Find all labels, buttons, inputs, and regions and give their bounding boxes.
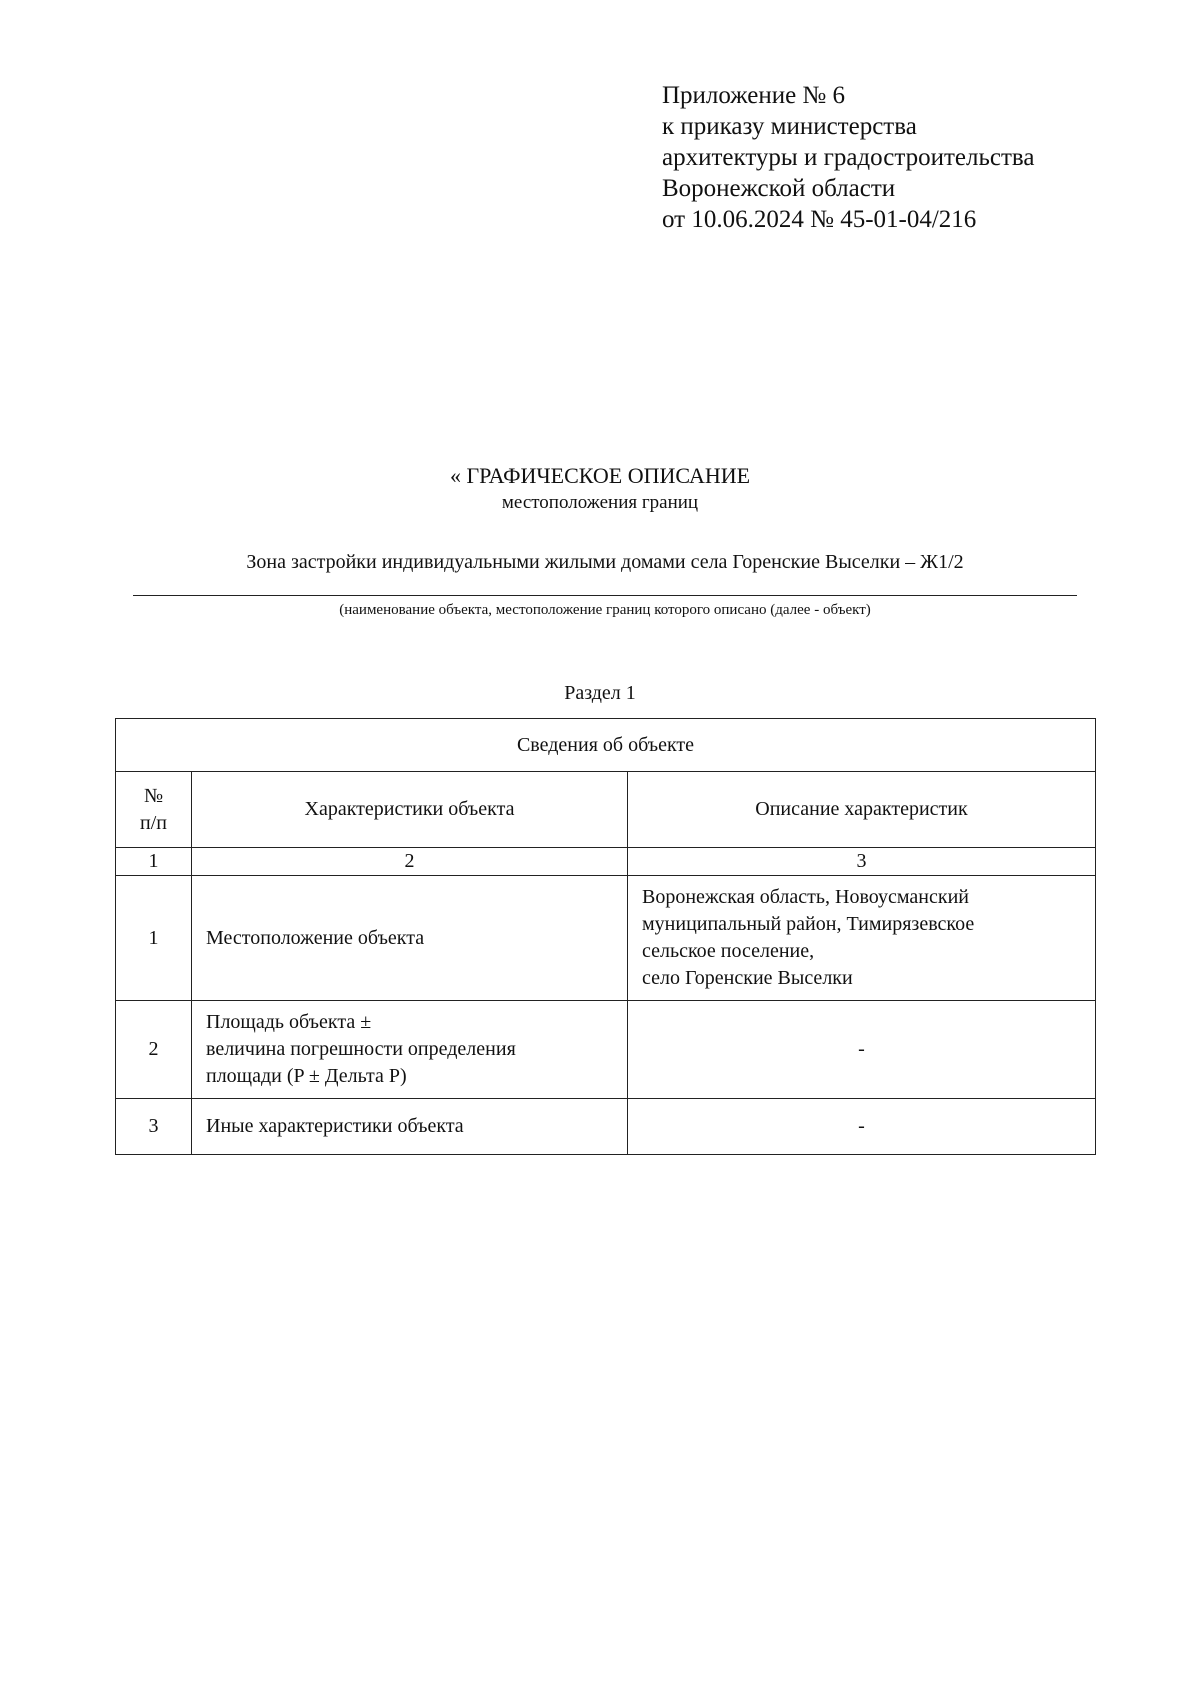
row-characteristic	[192, 1099, 628, 1155]
table-row	[116, 876, 1096, 1001]
characteristic-line: Местоположение объекта	[206, 926, 425, 949]
row-characteristic	[192, 1001, 628, 1099]
row-description	[628, 876, 1096, 1001]
row-num: 2	[116, 1001, 192, 1099]
table-row	[116, 1001, 1096, 1099]
table-row	[116, 1099, 1096, 1155]
column-number: 1	[116, 848, 192, 876]
row-description: -	[628, 1001, 1096, 1099]
table-caption-row	[116, 719, 1096, 772]
appendix-line: к приказу министерства	[662, 113, 917, 140]
header-characteristics: Характеристики объекта	[192, 772, 628, 848]
row-description: -	[628, 1099, 1096, 1155]
object-name: Зона застройки индивидуальными жилыми домами села Горенские Выселки – Ж1/2	[246, 551, 964, 573]
title-main: « ГРАФИЧЕСКОЕ ОПИСАНИЕ	[449, 463, 751, 488]
characteristic-line: Иные характеристики объекта	[206, 1115, 464, 1137]
description-line: сельское поселение,	[642, 940, 815, 962]
appendix-line: Приложение № 6	[662, 82, 846, 109]
column-number: 3	[628, 848, 1096, 876]
characteristic-line: величина погрешности определения	[206, 1038, 516, 1060]
header-num-line: п/п	[140, 811, 167, 834]
description-line: село Горенские Выселки	[642, 967, 853, 989]
header-num	[116, 772, 192, 848]
object-name-underline	[133, 595, 1077, 596]
table-header-row	[116, 772, 1096, 848]
object-name-caption: (наименование объекта, местоположение границ которого описано (далее - объект)	[339, 602, 871, 618]
header-num-line: №	[143, 784, 164, 807]
appendix-line: от 10.06.2024 № 45-01-04/216	[662, 206, 977, 233]
row-num: 1	[116, 876, 192, 1001]
document-title	[0, 462, 1200, 516]
appendix-line: архитектуры и градостроительства	[662, 144, 1035, 171]
title-sub: местоположения границ	[501, 492, 699, 513]
description-line: муниципальный район, Тимирязевское	[642, 913, 975, 935]
characteristic-line: площади (P ± Дельта P)	[206, 1065, 407, 1087]
row-num: 3	[116, 1099, 192, 1155]
table-caption: Сведения об объекте	[116, 719, 1096, 772]
object-info-table	[115, 718, 1096, 1155]
section-label: Раздел 1	[564, 682, 636, 704]
header-description: Описание характеристик	[628, 772, 1096, 848]
description-line: Воронежская область, Новоусманский	[642, 886, 969, 908]
characteristic-line: Площадь объекта ±	[206, 1011, 372, 1033]
column-number-row	[116, 848, 1096, 876]
appendix-header	[662, 80, 1034, 235]
column-number: 2	[192, 848, 628, 876]
row-characteristic	[192, 876, 628, 1001]
appendix-line: Воронежской области	[662, 175, 896, 202]
